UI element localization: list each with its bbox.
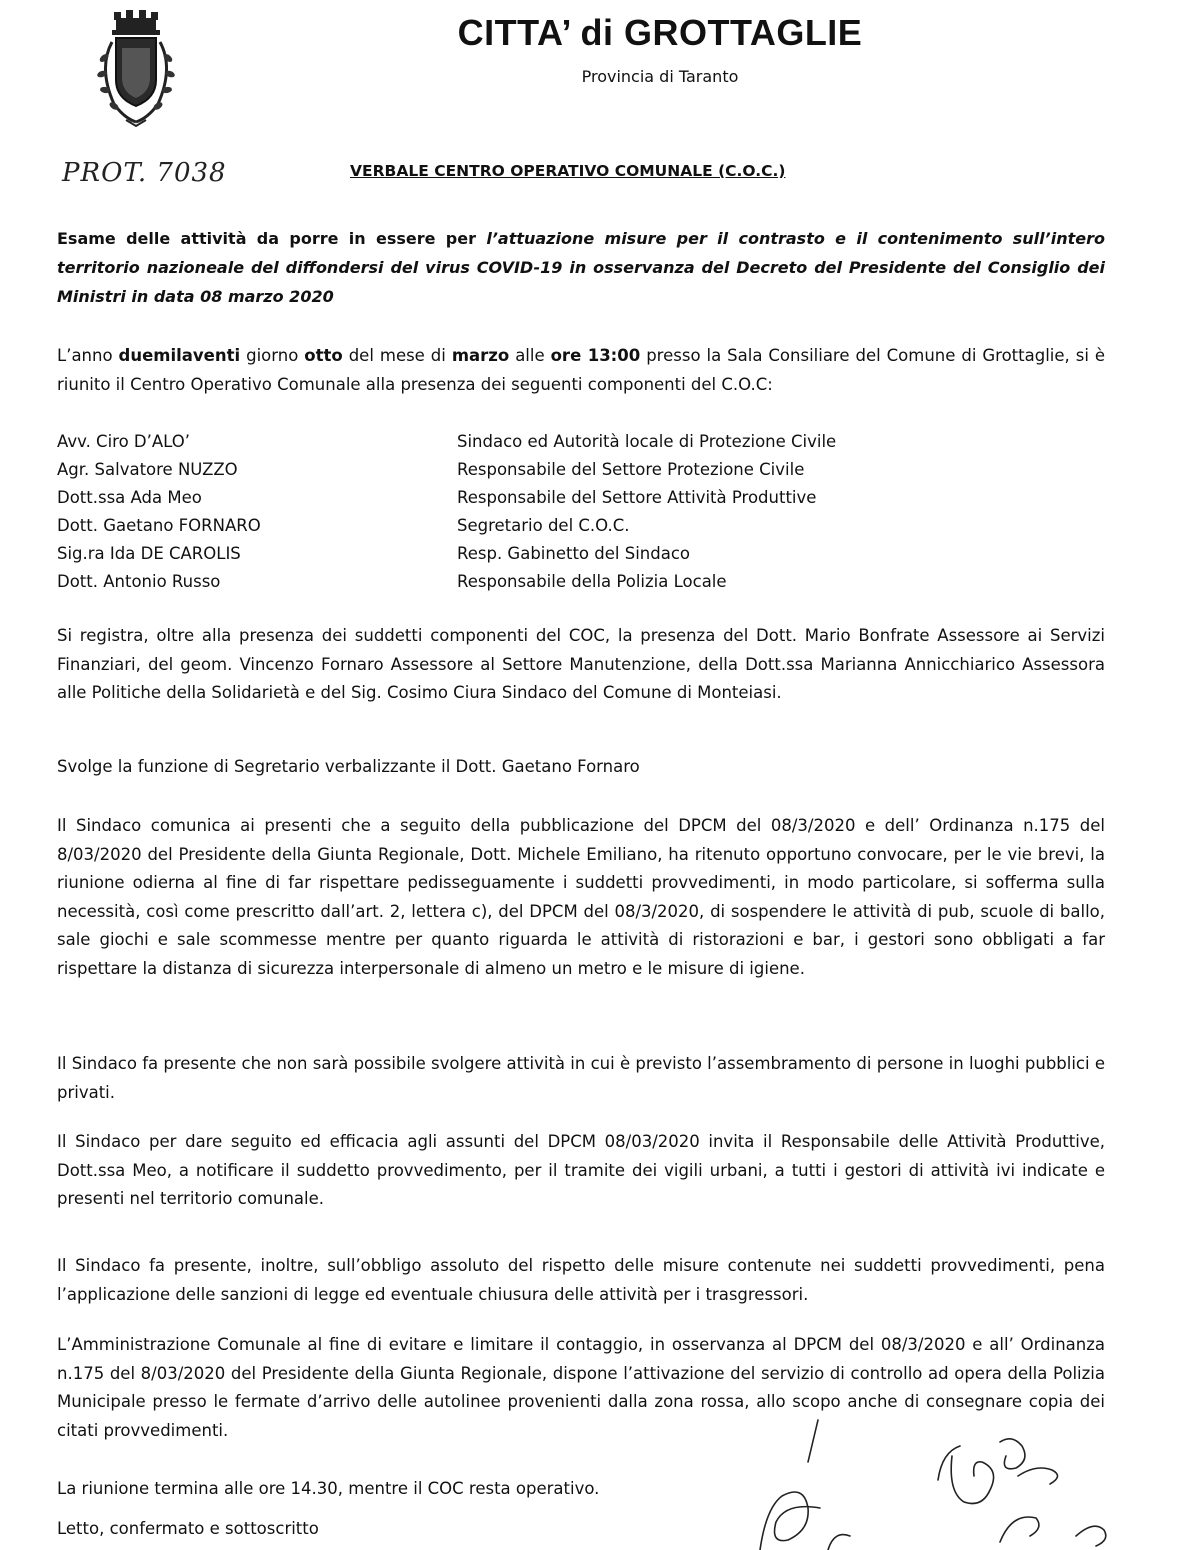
handwritten-signature [700,1412,1130,1550]
attendance-paragraph: Si registra, oltre alla presenza dei suddetti componenti del COC, la presenza del Dott. Mario Bonfrate Assessore ai Servizi Finanziari, del geom. Vincenzo Fornaro Assessore al Settore Manutenzione, della Dott.ssa Marianna Annicchiarico Assessora alle Politiche della Solidarietà e del Sig. Cosimo Ciura Sindaco del Comune di Monteiasi. [57,626,1105,702]
body-paragraph: Il Sindaco per dare seguito ed efficacia agli assunti del DPCM 08/03/2020 invita il Responsabile delle Attività Produttive, Dott.ssa Meo, a notificare il suddetto provvedimento, per il tramite dei vigili urbani, a tutti i gestori di attività ivi indicate e presenti nel territorio comunale. [57,1132,1105,1208]
intro-text: del mese di [342,346,452,365]
member-name: Dott.ssa Ada Meo [57,488,202,507]
member-row [57,456,1105,484]
member-row [57,568,1105,596]
protocol-number: PROT. 7038 [62,158,227,188]
intro-text: alle [509,346,551,365]
signature-label: Letto, confermato e sottoscritto [57,1519,319,1538]
body-paragraph: Il Sindaco comunica ai presenti che a seguito della pubblicazione del DPCM del 08/3/2020 e dell’ Ordinanza n.175 del 8/03/2020 del Presidente della Giunta Regionale, Dott. Michele Emiliano, ha ritenuto opportuno convocare, per le vie brevi, la riunione odierna al fine di far rispettare pedisseguamente i suddetti provvedimenti, in modo particolare, si sofferma sulla necessità, così come prescritto dall’art. 2, lettera c), del DPCM del 08/3/2020, di sospendere le attività di pub, scuole di ballo, sale giochi e sale scommesse mentre per quanto riguarda le attività di ristorazioni e bar, i gestori sono obbligati a far rispettare la distanza di sicurezza interpersonale di almeno un metro e le misure di igiene. [57,816,1105,978]
member-role: Responsabile del Settore Protezione Civile [457,460,805,479]
member-name: Dott. Gaetano FORNARO [57,516,261,535]
member-row [57,512,1105,540]
member-name: Avv. Ciro D’ALO’ [57,432,190,451]
closing-paragraph: La riunione termina alle ore 14.30, mentre il COC resta operativo. [57,1479,600,1498]
body-paragraph: Il Sindaco fa presente, inoltre, sull’obbligo assoluto del rispetto delle misure contenute nei suddetti provvedimenti, pena l’applicazione delle sanzioni di legge ed eventuale chiusura delle attività per i trasgressori. [57,1256,1105,1304]
member-row [57,428,1105,456]
document-subject [57,224,1105,311]
city-title: CITTA’ di GROTTAGLIE [457,12,863,53]
member-role: Resp. Gabinetto del Sindaco [457,544,690,563]
intro-text: giorno [240,346,305,365]
document-title: VERBALE CENTRO OPERATIVO COMUNALE (C.O.C.) [350,162,786,180]
member-role: Sindaco ed Autorità locale di Protezione Civile [457,432,837,451]
intro-paragraph [57,342,1105,399]
member-row [57,484,1105,512]
intro-text: presso la Sala Consiliare del Comune di Grottaglie, si è riunito il Centro Operativo Comunale alla presenza dei seguenti componenti del C.O.C: [57,346,1106,394]
intro-day: otto [304,346,343,365]
intro-time: ore 13:00 [550,346,641,365]
intro-text: L’anno [57,346,119,365]
member-row [57,540,1105,568]
member-name: Dott. Antonio Russo [57,572,221,591]
secretary-paragraph: Svolge la funzione di Segretario verbalizzante il Dott. Gaetano Fornaro [57,757,640,776]
member-name: Agr. Salvatore NUZZO [57,460,238,479]
intro-year: duemilaventi [118,346,241,365]
subject-lead: Esame delle attività da porre in essere per [57,229,487,248]
province-label: Provincia di Taranto [581,67,739,86]
subject-italic: l’attuazione misure per il contrasto e il contenimento sull’intero territorio nazioneale del diffondersi del virus COVID-19 in osservanza del Decreto del Presidente del Consiglio dei Ministri in data 08 marzo 2020 [57,229,1105,306]
member-role: Responsabile del Settore Attività Produttive [457,488,817,507]
member-role: Responsabile della Polizia Locale [457,572,727,591]
members-list [57,428,1105,596]
member-name: Sig.ra Ida DE CAROLIS [57,544,241,563]
body-paragraph: Il Sindaco fa presente che non sarà possibile svolgere attività in cui è previsto l’assembramento di persone in luoghi pubblici e privati. [57,1054,1105,1102]
body-paragraph: L’Amministrazione Comunale al fine di evitare e limitare il contaggio, in osservanza al DPCM del 08/3/2020 e all’ Ordinanza n.175 del 8/03/2020 del Presidente della Giunta Regionale, dispone l’attivazione del servizio di controllo ad opera della Polizia Municipale presso le fermate d’arrivo delle autolinee provenienti dalla zona rossa, allo scopo anche di consegnare copia dei citati provvedimenti. [57,1335,1105,1440]
city-crest-icon [92,8,180,130]
member-role: Segretario del C.O.C. [457,516,630,535]
intro-month: marzo [451,346,510,365]
